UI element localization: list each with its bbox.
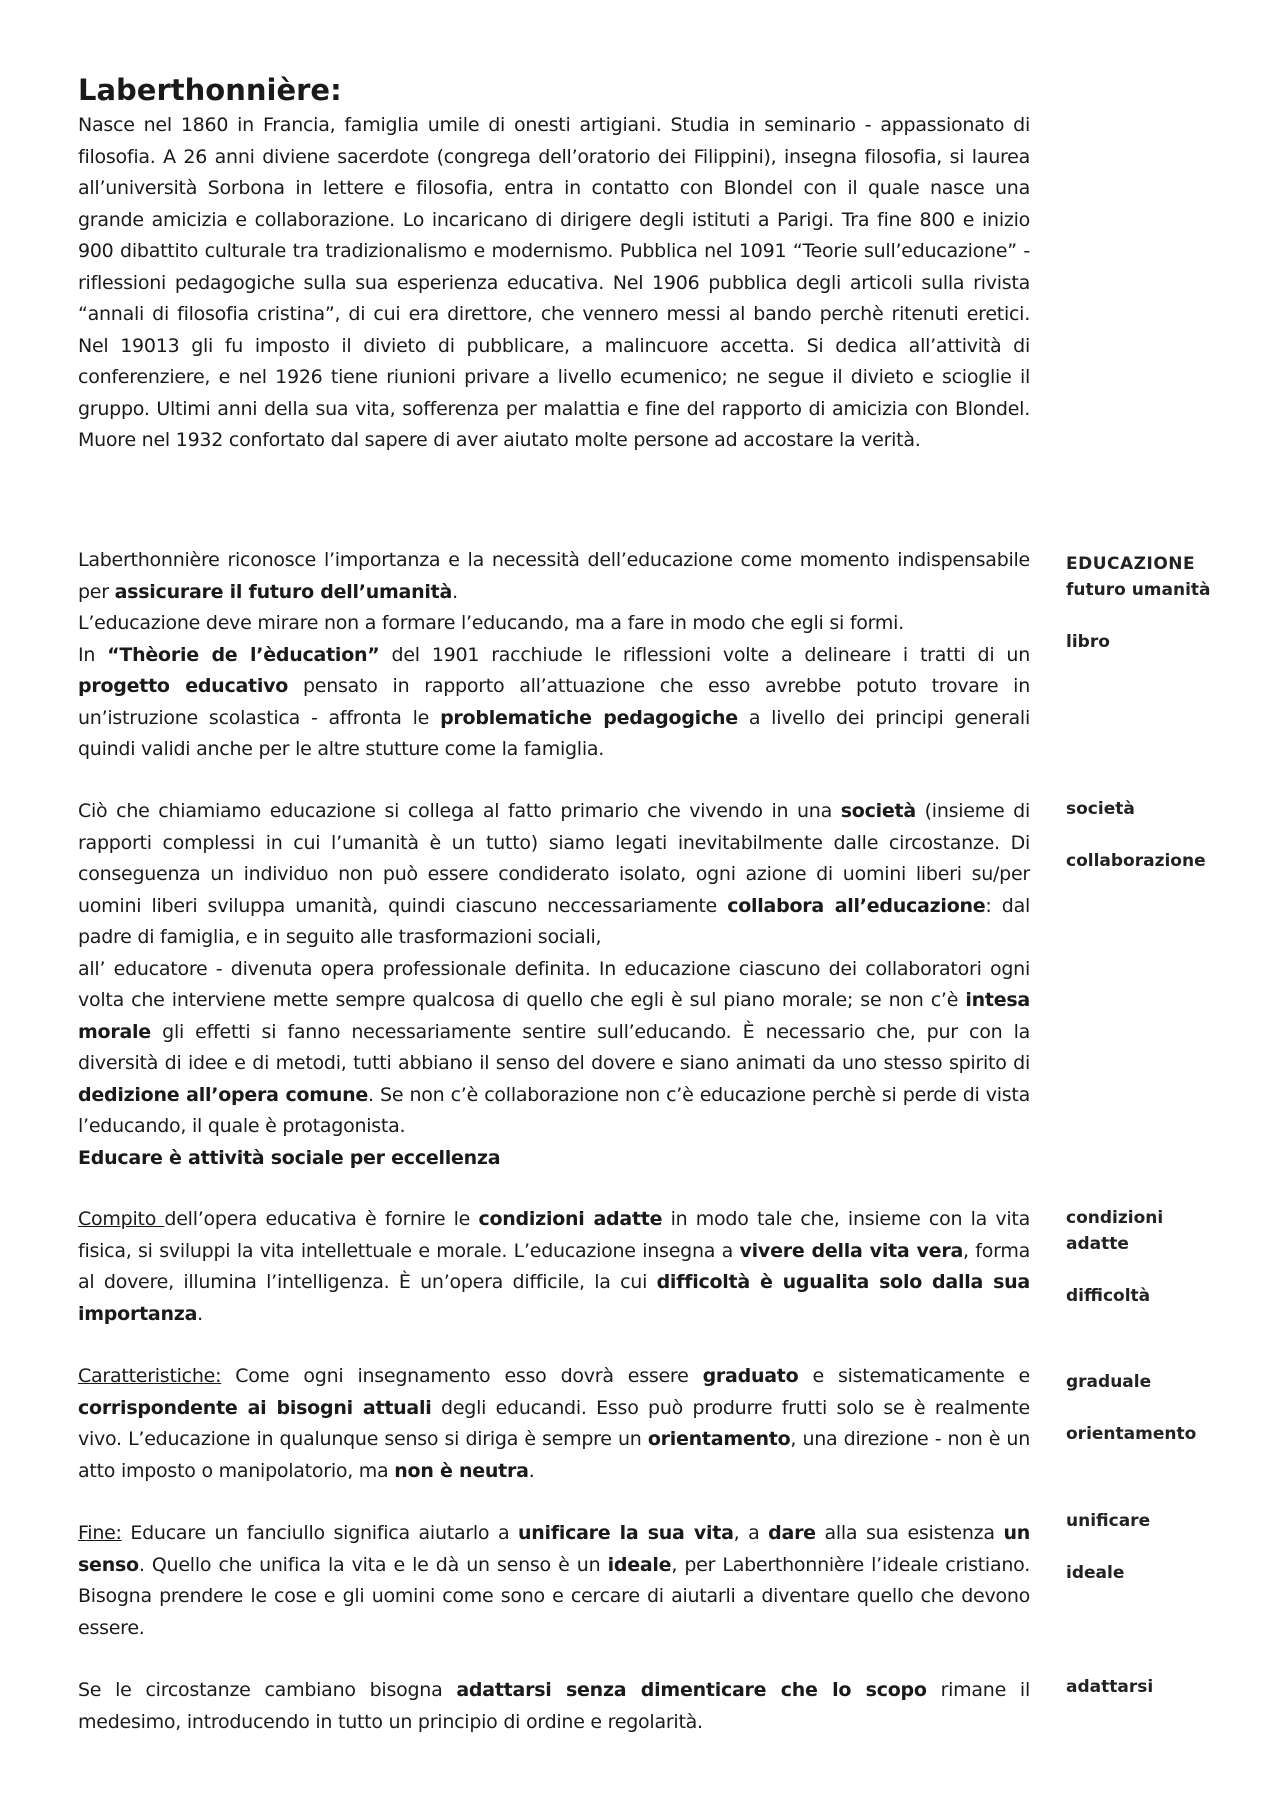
text: . xyxy=(528,1459,535,1482)
bold-text: società xyxy=(840,800,916,822)
text: in modo tale che, insieme con la vita fisica, si sviluppi la vita intellettuale e morale. L’educazione insegna a xyxy=(78,1208,1031,1262)
margin-note-ideale: ideale xyxy=(1066,1563,1125,1583)
margin-note-libro: libro xyxy=(1066,632,1110,652)
margin-note-adattarsi: adattarsi xyxy=(1066,1677,1154,1697)
text: dell’opera educativa è fornire le xyxy=(164,1208,479,1230)
paragraph xyxy=(78,796,1030,954)
text: alla sua esistenza xyxy=(815,1522,1004,1544)
text: . Se non c’è collaborazione non c’è educazione perchè si perde di vista l’educando, il quale è protagonista. xyxy=(78,1083,1031,1137)
text: a livello dei principi generali quindi validi anche per le altre stutture come la famiglia. xyxy=(78,706,1030,760)
text: Se le circostanze cambiano bisogna xyxy=(78,1679,457,1701)
margin-note-orientamento: orientamento xyxy=(1066,1424,1197,1444)
underlined-heading: Compito xyxy=(78,1208,165,1230)
bold-text: assicurare il futuro dell’umanità xyxy=(114,580,453,603)
bold-text: Educare è attività sociale per eccellenza xyxy=(78,1146,501,1169)
text: Come ogni insegnamento esso dovrà essere xyxy=(221,1365,703,1387)
text: , una direzione - non è un atto imposto o manipolatorio, ma xyxy=(78,1428,1030,1482)
margin-note-societa: società xyxy=(1066,799,1135,819)
bold-text: intesa morale xyxy=(78,989,1030,1043)
section-task xyxy=(78,1204,1030,1330)
paragraph xyxy=(78,1361,1030,1487)
bold-text: dedizione all’opera comune xyxy=(78,1083,369,1106)
bold-text: progetto educativo xyxy=(78,675,289,697)
paragraph xyxy=(78,1204,1030,1330)
bold-text: ideale xyxy=(607,1553,672,1576)
section-society xyxy=(78,796,1030,1174)
margin-note-unificare: unificare xyxy=(1066,1511,1151,1531)
text: , per Laberthonnière l’ideale cristiano. Bisogna prendere le cose e gli uomini come sono e cercare di aiutarli a diventare quello che devono essere. xyxy=(78,1553,1030,1639)
bold-text: collabora all’educazione xyxy=(727,894,986,917)
bold-text: non è neutra xyxy=(394,1459,529,1482)
text: (insieme di rapporti complessi in cui l’umanità è un tutto) siamo legati inevitabilmente dalle circostanze. Di conseguenza un individuo non può essere condiderato isolato, ogni azione di uomini liberi su/per uomini liberi sviluppa umanità, quindi ciascuno neccessariamente xyxy=(78,800,1031,917)
margin-note-educazione: EDUCAZIONE xyxy=(1066,554,1196,574)
page-title: Laberthonnière: xyxy=(78,73,342,107)
paragraph xyxy=(78,954,1030,1143)
underlined-heading: Caratteristiche: xyxy=(78,1365,222,1387)
margin-note-adatte: adatte xyxy=(1066,1234,1129,1254)
text: : dal padre di famiglia, e in seguito alle trasformazioni sociali, xyxy=(78,894,1030,948)
bold-text: adattarsi senza dimenticare che lo scopo xyxy=(456,1679,927,1701)
text: In xyxy=(78,643,108,666)
paragraph xyxy=(78,640,1030,766)
paragraph xyxy=(78,1143,1030,1175)
bold-text: dare xyxy=(768,1522,816,1544)
text: rimane il medesimo, introducendo in tutto un principio di ordine e regolarità. xyxy=(78,1679,1030,1733)
bold-text: problematiche pedagogiche xyxy=(440,706,738,729)
margin-note-difficolta: difficoltà xyxy=(1066,1286,1151,1306)
text: gli effetti si fanno necessariamente sentire sull’educando. È necessario che, pur con la diversità di idee e di metodi, tutti abbiano il senso del dovere e siano animati da uno stesso spirito di xyxy=(78,1020,1030,1074)
text: Ciò che chiamiamo educazione si collega al fatto primario che vivendo in una xyxy=(78,800,841,822)
text: . Quello che unifica la vita e le dà un senso è un xyxy=(138,1553,608,1576)
margin-note-collaborazione: collaborazione xyxy=(1066,851,1206,871)
section-education-intro xyxy=(78,545,1030,766)
biography-text: Nasce nel 1860 in Francia, famiglia umile di onesti artigiani. Studia in seminario - appassionato di filosofia. A 26 anni diviene sacerdote (congrega dell’oratorio dei Filippini), insegna filosofia, si laurea all’università Sorbona in lettere e filosofia, entra in contatto con Blondel con il quale nasce una grande amicizia e collaborazione. Lo incaricano di dirigere degli istituti a Parigi. Tra fine 800 e inizio 900 dibattito culturale tra tradizionalismo e modernismo. Pubblica nel 1091 “Teorie sull’educazione” - riflessioni pedagogiche sulla sua esperienza educativa. Nel 1906 pubblica degli articoli sulla rivista “annali di filosofia cristina”, di cui era direttore, che vennero messi al bando perchè ritenuti eretici. Nel 19013 gli fu imposto il divieto di pubblicare, a malincuore accetta. Si dedica all’attività di conferenziere, e nel 1926 tiene riunioni privare a livello ecumenico; ne segue il divieto e scioglie il gruppo. Ultimi anni della sua vita, sofferenza per malattia e fine del rapporto di amicizia con Blondel. Muore nel 1932 confortato dal sapere di aver aiutato molte persone ad accostare la verità. xyxy=(78,114,1030,451)
bold-text: un senso xyxy=(78,1522,1030,1576)
biography-paragraph xyxy=(78,110,1030,457)
section-adaptation xyxy=(78,1675,1030,1738)
text: pensato in rapporto all’attuazione che esso avrebbe potuto trovare in un’istruzione scolastica - affronta le xyxy=(78,675,1030,729)
bold-text: vivere della vita vera xyxy=(739,1239,964,1262)
text: . xyxy=(452,580,458,603)
bold-text: difficoltà è ugualita solo dalla sua importanza xyxy=(78,1271,1031,1325)
text: degli educandi. Esso può produrre frutti solo se è realmente vivo. L’educazione in qualunque senso si diriga è sempre un xyxy=(78,1396,1030,1450)
section-characteristics xyxy=(78,1361,1030,1487)
paragraph xyxy=(78,1518,1030,1644)
margin-note-condizioni: condizioni xyxy=(1066,1208,1164,1228)
margin-note-graduale: graduale xyxy=(1066,1372,1152,1392)
bold-text: orientamento xyxy=(647,1428,791,1450)
paragraph xyxy=(78,1675,1030,1738)
margin-note-futuro-umanita: futuro umanità xyxy=(1066,580,1211,600)
section-goal xyxy=(78,1518,1030,1644)
text: Educare un fanciullo significa aiutarlo a xyxy=(121,1522,518,1544)
paragraph: L’educazione deve mirare non a formare l’educando, ma a fare in modo che egli si formi. xyxy=(78,612,904,634)
bold-text: corrispondente ai bisogni attuali xyxy=(78,1396,432,1419)
text: , a xyxy=(733,1522,769,1544)
text: . xyxy=(197,1302,203,1325)
underlined-heading: Fine: xyxy=(78,1522,122,1544)
text: all’ educatore - divenuta opera professionale definita. In educazione ciascuno dei collaboratori ogni volta che interviene mette sempre qualcosa di quello che egli è sul piano morale; se non c’è xyxy=(78,957,1030,1011)
text: e sistematicamente e xyxy=(798,1365,1030,1387)
bold-text: condizioni adatte xyxy=(478,1208,663,1230)
paragraph xyxy=(78,545,1030,608)
text: , forma al dovere, illumina l’intelligenza. È un’opera difficile, la cui xyxy=(78,1239,1030,1293)
bold-text: “Thèorie de l’èducation” xyxy=(107,643,380,666)
bold-text: unificare la sua vita xyxy=(518,1522,734,1544)
text: del 1901 racchiude le riflessioni volte a delineare i tratti di un xyxy=(379,643,1031,666)
text: Laberthonnière riconosce l’importanza e la necessità dell’educazione come momento indispensabile per xyxy=(78,549,1030,603)
bold-text: graduato xyxy=(702,1365,799,1387)
